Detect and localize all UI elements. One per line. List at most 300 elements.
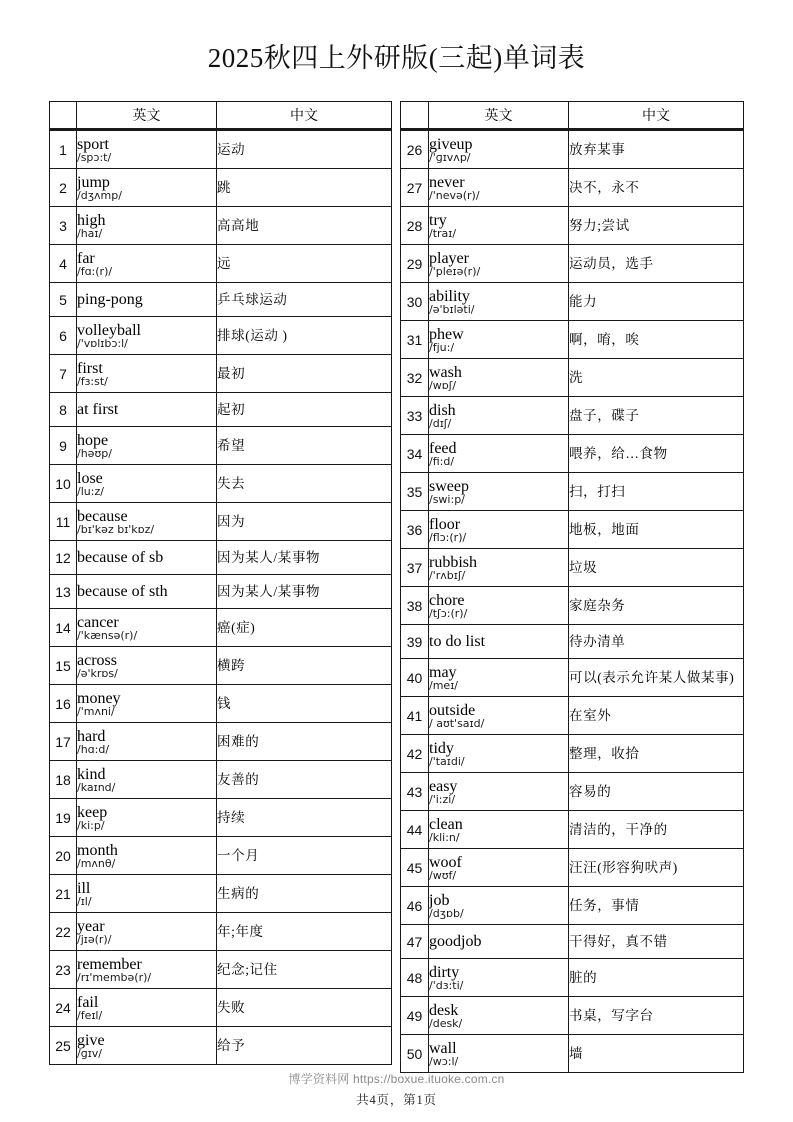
word-table-right (400, 101, 744, 1073)
english-word-cell (77, 875, 217, 913)
phonetic-transcription: /hɑ:d/ (77, 742, 110, 756)
chinese-meaning-cell: 脏的 (569, 959, 744, 997)
english-word-cell (429, 811, 569, 849)
chinese-meaning-cell: 生病的 (217, 875, 392, 913)
phonetic-transcription: /lu:z/ (77, 484, 104, 498)
chinese-meaning-cell: 癌(症) (217, 609, 392, 647)
english-word-cell (429, 207, 569, 245)
phonetic-transcription: /dɪʃ/ (429, 416, 452, 430)
phonetic-transcription: /fɑ:(r)/ (77, 264, 113, 278)
phonetic-transcription: /meɪ/ (429, 678, 458, 692)
english-word-cell (77, 723, 217, 761)
row-number: 47 (401, 925, 429, 959)
english-word: because (77, 507, 128, 525)
chinese-meaning-cell: 喂养，给…食物 (569, 435, 744, 473)
row-number: 49 (401, 997, 429, 1035)
table-header-row-left (50, 102, 392, 130)
table-row (50, 1027, 392, 1065)
row-number: 6 (50, 317, 77, 355)
english-word: goodjob (429, 932, 482, 950)
english-word: cancer (77, 613, 119, 631)
table-row (50, 541, 392, 575)
table-row (401, 169, 744, 207)
table-row (50, 609, 392, 647)
page-number-label: 共4页，第1页 (356, 1093, 437, 1107)
chinese-meaning-cell: 因为某人/某事物 (217, 575, 392, 609)
row-number: 25 (50, 1027, 77, 1065)
row-number: 14 (50, 609, 77, 647)
english-word-cell (429, 697, 569, 735)
chinese-meaning-cell: 困难的 (217, 723, 392, 761)
phonetic-transcription: / aʊt'saɪd/ (429, 716, 485, 730)
table-row (401, 1035, 744, 1073)
english-word: keep (77, 803, 108, 821)
english-word: year (77, 917, 105, 935)
chinese-meaning-cell: 乒乓球运动 (217, 283, 392, 317)
phonetic-transcription: /ə'krɒs/ (77, 666, 118, 680)
english-word: volleyball (77, 321, 141, 339)
english-word: month (77, 841, 118, 859)
phonetic-transcription: /'dɜ:ti/ (429, 978, 464, 992)
english-word-cell (77, 317, 217, 355)
chinese-meaning-cell: 垃圾 (569, 549, 744, 587)
row-number: 8 (50, 393, 77, 427)
row-number: 1 (50, 130, 77, 169)
row-number: 36 (401, 511, 429, 549)
phonetic-transcription: /dʒʌmp/ (77, 188, 122, 202)
table-header-row-right (401, 102, 744, 130)
chinese-meaning-cell: 年;年度 (217, 913, 392, 951)
chinese-meaning-cell: 钱 (217, 685, 392, 723)
row-number: 46 (401, 887, 429, 925)
chinese-meaning-cell: 运动 (217, 130, 392, 169)
english-word-cell (77, 427, 217, 465)
phonetic-transcription: /wɒʃ/ (429, 378, 457, 392)
row-number: 17 (50, 723, 77, 761)
chinese-meaning-cell: 洗 (569, 359, 744, 397)
english-word: sport (77, 135, 109, 153)
english-word-cell (77, 503, 217, 541)
chinese-meaning-cell: 因为某人/某事物 (217, 541, 392, 575)
chinese-meaning-cell: 一个月 (217, 837, 392, 875)
english-word: easy (429, 777, 458, 795)
phonetic-transcription: /fju:/ (429, 340, 455, 354)
english-word: floor (429, 515, 461, 533)
english-word: never (429, 173, 465, 191)
phonetic-transcription: /jɪə(r)/ (77, 932, 112, 946)
english-word-cell (77, 393, 217, 427)
table-row (401, 697, 744, 735)
row-number: 24 (50, 989, 77, 1027)
header-chinese-left: 中文 (217, 102, 392, 130)
phonetic-transcription: /dʒɒb/ (429, 906, 464, 920)
chinese-meaning-cell: 在室外 (569, 697, 744, 735)
row-number: 18 (50, 761, 77, 799)
english-word-cell (77, 207, 217, 245)
table-row (50, 837, 392, 875)
table-row (50, 427, 392, 465)
english-word-cell (77, 130, 217, 169)
table-row (50, 761, 392, 799)
english-word-cell (429, 625, 569, 659)
english-word-cell (429, 887, 569, 925)
phonetic-transcription: /'i:zi/ (429, 792, 456, 806)
english-word: player (429, 249, 469, 267)
word-list-container (0, 101, 793, 1073)
chinese-meaning-cell: 持续 (217, 799, 392, 837)
chinese-meaning-cell: 容易的 (569, 773, 744, 811)
english-word: money (77, 689, 121, 707)
english-word: to do list (429, 632, 486, 650)
english-word-cell (429, 130, 569, 169)
english-word: at first (77, 400, 119, 418)
row-number: 22 (50, 913, 77, 951)
english-word-cell (429, 473, 569, 511)
phonetic-transcription: /ɡɪv/ (77, 1046, 102, 1060)
phonetic-transcription: /bɪ'kəz bɪ'kɒz/ (77, 522, 155, 536)
phonetic-transcription: /'mʌni/ (77, 704, 115, 718)
english-word-cell (77, 541, 217, 575)
chinese-meaning-cell: 整理，收拾 (569, 735, 744, 773)
table-row (50, 393, 392, 427)
english-word: far (77, 249, 95, 267)
english-word: desk (429, 1001, 459, 1019)
chinese-meaning-cell: 汪汪(形容狗吠声) (569, 849, 744, 887)
chinese-meaning-cell: 失去 (217, 465, 392, 503)
english-word-cell (429, 435, 569, 473)
english-word: hope (77, 431, 109, 449)
row-number: 7 (50, 355, 77, 393)
table-row (401, 659, 744, 697)
table-row (50, 207, 392, 245)
english-word-cell (429, 549, 569, 587)
row-number: 35 (401, 473, 429, 511)
table-row (401, 397, 744, 435)
chinese-meaning-cell: 清洁的，干净的 (569, 811, 744, 849)
chinese-meaning-cell: 希望 (217, 427, 392, 465)
word-table-left (49, 101, 392, 1065)
row-number: 21 (50, 875, 77, 913)
phonetic-transcription: /həʊp/ (77, 446, 112, 460)
chinese-meaning-cell: 盘子，碟子 (569, 397, 744, 435)
english-word: rubbish (429, 553, 477, 571)
english-word: give (77, 1031, 105, 1049)
table-row (50, 169, 392, 207)
english-word: remember (77, 955, 142, 973)
english-word: dish (429, 401, 456, 419)
chinese-meaning-cell: 横跨 (217, 647, 392, 685)
chinese-meaning-cell: 排球(运动 ) (217, 317, 392, 355)
english-word-cell (429, 587, 569, 625)
row-number: 45 (401, 849, 429, 887)
english-word-cell (77, 799, 217, 837)
table-row (401, 473, 744, 511)
phonetic-transcription: /flɔ:(r)/ (429, 530, 467, 544)
english-word: clean (429, 815, 463, 833)
chinese-meaning-cell: 地板，地面 (569, 511, 744, 549)
english-word-cell (77, 465, 217, 503)
table-row (401, 549, 744, 587)
table-row (50, 317, 392, 355)
row-number: 11 (50, 503, 77, 541)
english-word: ability (429, 287, 470, 305)
phonetic-transcription: /'pleɪə(r)/ (429, 264, 481, 278)
phonetic-transcription: /'rʌbɪʃ/ (429, 568, 466, 582)
table-row (401, 811, 744, 849)
phonetic-transcription: /wɔ:l/ (429, 1054, 459, 1068)
english-word: dirty (429, 963, 460, 981)
row-number: 31 (401, 321, 429, 359)
row-number: 4 (50, 245, 77, 283)
phonetic-transcription: /'ɡɪvʌp/ (429, 150, 471, 164)
english-word-cell (429, 1035, 569, 1073)
page-title: 2025秋四上外研版(三起)单词表 (207, 43, 586, 73)
english-word: first (77, 359, 103, 377)
english-word-cell (77, 837, 217, 875)
english-word-cell (429, 959, 569, 997)
row-number: 13 (50, 575, 77, 609)
english-word-cell (429, 397, 569, 435)
header-number-right (401, 102, 429, 130)
english-word: lose (77, 469, 103, 487)
row-number: 43 (401, 773, 429, 811)
page-footer (0, 1070, 793, 1108)
english-word-cell (429, 773, 569, 811)
phonetic-transcription: /'vɒlɪbɔ:l/ (77, 336, 128, 350)
table-row (50, 685, 392, 723)
table-row (401, 773, 744, 811)
english-word: woof (429, 853, 462, 871)
english-word: sweep (429, 477, 469, 495)
chinese-meaning-cell: 任务，事情 (569, 887, 744, 925)
phonetic-transcription: /mʌnθ/ (77, 856, 116, 870)
row-number: 23 (50, 951, 77, 989)
chinese-meaning-cell: 努力;尝试 (569, 207, 744, 245)
table-row (401, 207, 744, 245)
row-number: 38 (401, 587, 429, 625)
english-word: hard (77, 727, 106, 745)
english-word: because of sth (77, 582, 168, 600)
chinese-meaning-cell: 最初 (217, 355, 392, 393)
table-row (401, 359, 744, 397)
english-word: ill (77, 879, 91, 897)
english-word: fail (77, 993, 99, 1011)
header-chinese-right: 中文 (569, 102, 744, 130)
phonetic-transcription: /rɪ'membə(r)/ (77, 970, 152, 984)
phonetic-transcription: /haɪ/ (77, 226, 103, 240)
english-word: phew (429, 325, 464, 343)
chinese-meaning-cell: 失败 (217, 989, 392, 1027)
row-number: 2 (50, 169, 77, 207)
table-row (401, 925, 744, 959)
table-row (50, 913, 392, 951)
table-row (401, 130, 744, 169)
english-word-cell (429, 735, 569, 773)
english-word-cell (77, 609, 217, 647)
row-number: 16 (50, 685, 77, 723)
phonetic-transcription: /traɪ/ (429, 226, 457, 240)
chinese-meaning-cell: 家庭杂务 (569, 587, 744, 625)
chinese-meaning-cell: 啊，唷，唉 (569, 321, 744, 359)
row-number: 15 (50, 647, 77, 685)
english-word: wall (429, 1039, 457, 1057)
row-number: 3 (50, 207, 77, 245)
table-row (401, 735, 744, 773)
header-english-left: 英文 (77, 102, 217, 130)
row-number: 41 (401, 697, 429, 735)
phonetic-transcription: /swi:p/ (429, 492, 465, 506)
english-word: because of sb (77, 548, 164, 566)
english-word: across (77, 651, 117, 669)
english-word-cell (77, 245, 217, 283)
english-word-cell (77, 685, 217, 723)
row-number: 44 (401, 811, 429, 849)
english-word-cell (77, 355, 217, 393)
english-word-cell (429, 283, 569, 321)
english-word-cell (429, 925, 569, 959)
table-row (401, 959, 744, 997)
row-number: 10 (50, 465, 77, 503)
chinese-meaning-cell: 决不，永不 (569, 169, 744, 207)
english-word: job (429, 891, 450, 909)
phonetic-transcription: /ɪl/ (77, 894, 92, 908)
header-english-right: 英文 (429, 102, 569, 130)
phonetic-transcription: /desk/ (429, 1016, 463, 1030)
english-word: tidy (429, 739, 454, 757)
row-number: 32 (401, 359, 429, 397)
chinese-meaning-cell: 远 (217, 245, 392, 283)
watermark-text: 博学资料网 https://boxue.ituoke.com.cn (288, 1072, 505, 1086)
table-row (50, 799, 392, 837)
row-number: 34 (401, 435, 429, 473)
phonetic-transcription: /'kænsə(r)/ (77, 628, 138, 642)
row-number: 9 (50, 427, 77, 465)
chinese-meaning-cell: 待办清单 (569, 625, 744, 659)
chinese-meaning-cell: 能力 (569, 283, 744, 321)
english-word: wash (429, 363, 462, 381)
english-word: chore (429, 591, 465, 609)
table-row (401, 435, 744, 473)
row-number: 27 (401, 169, 429, 207)
english-word: outside (429, 701, 476, 719)
row-number: 40 (401, 659, 429, 697)
english-word: giveup (429, 135, 473, 153)
row-number: 48 (401, 959, 429, 997)
row-number: 29 (401, 245, 429, 283)
phonetic-transcription: /spɔ:t/ (77, 150, 112, 164)
row-number: 50 (401, 1035, 429, 1073)
english-word-cell (77, 989, 217, 1027)
row-number: 28 (401, 207, 429, 245)
english-word-cell (429, 511, 569, 549)
table-row (50, 575, 392, 609)
table-row (401, 997, 744, 1035)
english-word-cell (77, 913, 217, 951)
phonetic-transcription: /ki:p/ (77, 818, 105, 832)
row-number: 12 (50, 541, 77, 575)
table-row (401, 245, 744, 283)
english-word: high (77, 211, 106, 229)
chinese-meaning-cell: 给予 (217, 1027, 392, 1065)
chinese-meaning-cell: 高高地 (217, 207, 392, 245)
english-word-cell (429, 659, 569, 697)
phonetic-transcription: /wʊf/ (429, 868, 457, 882)
row-number: 26 (401, 130, 429, 169)
english-word: kind (77, 765, 106, 783)
chinese-meaning-cell: 可以(表示允许某人做某事) (569, 659, 744, 697)
row-number: 42 (401, 735, 429, 773)
table-row (401, 849, 744, 887)
english-word: jump (77, 173, 110, 191)
phonetic-transcription: /kli:n/ (429, 830, 460, 844)
english-word-cell (429, 359, 569, 397)
table-row (401, 321, 744, 359)
chinese-meaning-cell: 墙 (569, 1035, 744, 1073)
phonetic-transcription: /ə'bɪləti/ (429, 302, 475, 316)
table-row (401, 587, 744, 625)
table-row (50, 245, 392, 283)
table-row (401, 625, 744, 659)
chinese-meaning-cell: 干得好，真不错 (569, 925, 744, 959)
chinese-meaning-cell: 跳 (217, 169, 392, 207)
phonetic-transcription: /feɪl/ (77, 1008, 103, 1022)
english-word: may (429, 663, 457, 681)
table-row (50, 130, 392, 169)
table-row (50, 355, 392, 393)
phonetic-transcription: /kaɪnd/ (77, 780, 116, 794)
english-word-cell (77, 575, 217, 609)
table-row (50, 465, 392, 503)
row-number: 37 (401, 549, 429, 587)
table-row (401, 511, 744, 549)
chinese-meaning-cell: 纪念;记住 (217, 951, 392, 989)
english-word-cell (77, 647, 217, 685)
table-row (50, 989, 392, 1027)
english-word-cell (429, 245, 569, 283)
table-row (50, 647, 392, 685)
phonetic-transcription: /'taɪdi/ (429, 754, 465, 768)
chinese-meaning-cell: 扫，打扫 (569, 473, 744, 511)
row-number: 39 (401, 625, 429, 659)
row-number: 19 (50, 799, 77, 837)
table-row (50, 723, 392, 761)
row-number: 20 (50, 837, 77, 875)
english-word-cell (429, 169, 569, 207)
row-number: 33 (401, 397, 429, 435)
table-row (401, 887, 744, 925)
phonetic-transcription: /fɜ:st/ (77, 374, 108, 388)
row-number: 5 (50, 283, 77, 317)
table-row (50, 283, 392, 317)
english-word: ping-pong (77, 290, 143, 308)
english-word: try (429, 211, 447, 229)
english-word-cell (429, 849, 569, 887)
table-row (50, 875, 392, 913)
phonetic-transcription: /tʃɔ:(r)/ (429, 606, 468, 620)
english-word-cell (77, 1027, 217, 1065)
table-row (50, 951, 392, 989)
chinese-meaning-cell: 放弃某事 (569, 130, 744, 169)
table-row (401, 283, 744, 321)
english-word-cell (77, 761, 217, 799)
english-word-cell (429, 997, 569, 1035)
english-word-cell (429, 321, 569, 359)
english-word-cell (77, 169, 217, 207)
english-word: feed (429, 439, 457, 457)
chinese-meaning-cell: 运动员，选手 (569, 245, 744, 283)
chinese-meaning-cell: 起初 (217, 393, 392, 427)
chinese-meaning-cell: 书桌，写字台 (569, 997, 744, 1035)
